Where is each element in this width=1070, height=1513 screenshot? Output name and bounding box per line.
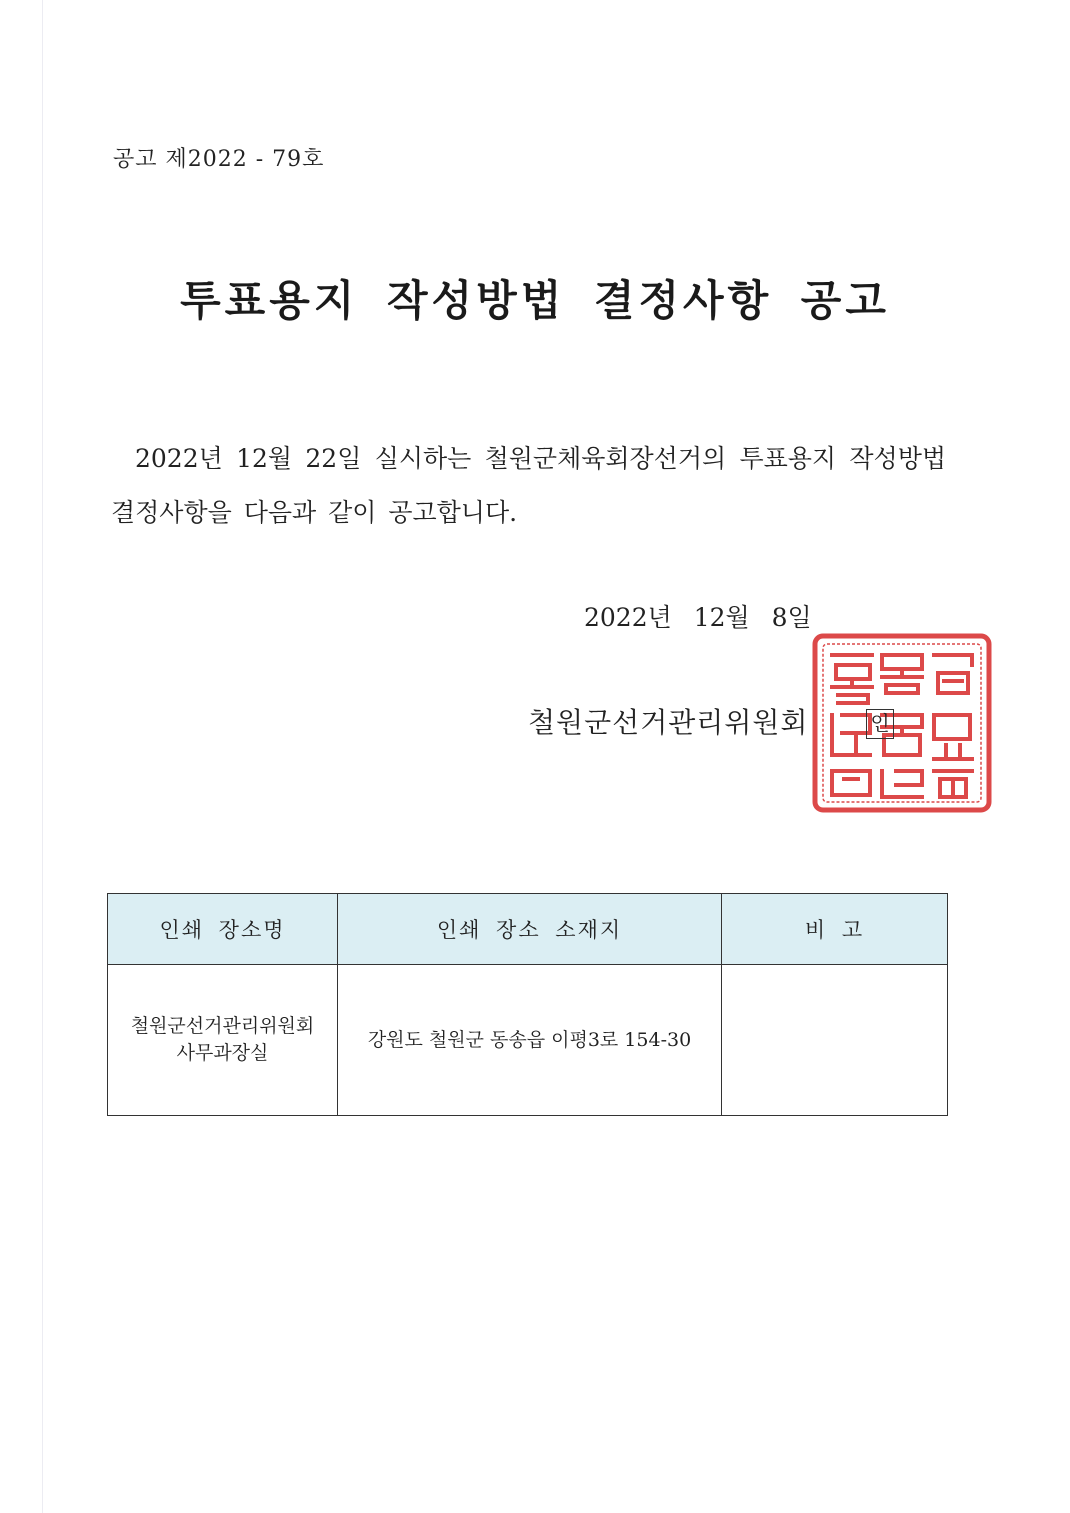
issue-date: 2022년 12월 8일 [584, 603, 812, 632]
place-name-line1: 철원군선거관리위원회 [130, 1015, 315, 1037]
seal-mark: 인 [866, 709, 894, 739]
body-paragraph: 2022년 12월 22일 실시하는 철원군체육회장선거의 투표용지 작성방법 결정사항을 다음과 같이 공고합니다. [111, 444, 946, 527]
place-name-line2: 사무과장실 [176, 1042, 269, 1064]
place-name-cell [108, 965, 338, 1116]
table-row [108, 965, 948, 1116]
remark-cell [722, 965, 948, 1116]
official-seal [812, 633, 992, 813]
document-title: 투표용지 작성방법 결정사항 공고 [180, 276, 890, 325]
header-place-address: 인쇄 장소 소재지 [338, 894, 722, 965]
notice-number: 공고 제2022 - 79호 [113, 147, 325, 172]
printing-place-table [107, 893, 948, 1116]
table-header-row [108, 894, 948, 965]
place-address-cell: 강원도 철원군 동송읍 이평3로 154-30 [338, 965, 722, 1116]
issuer-name: 철원군선거관리위원회 [528, 706, 809, 739]
header-remark: 비 고 [722, 894, 948, 965]
header-place-name: 인쇄 장소명 [108, 894, 338, 965]
scan-edge-line [42, 0, 43, 1513]
